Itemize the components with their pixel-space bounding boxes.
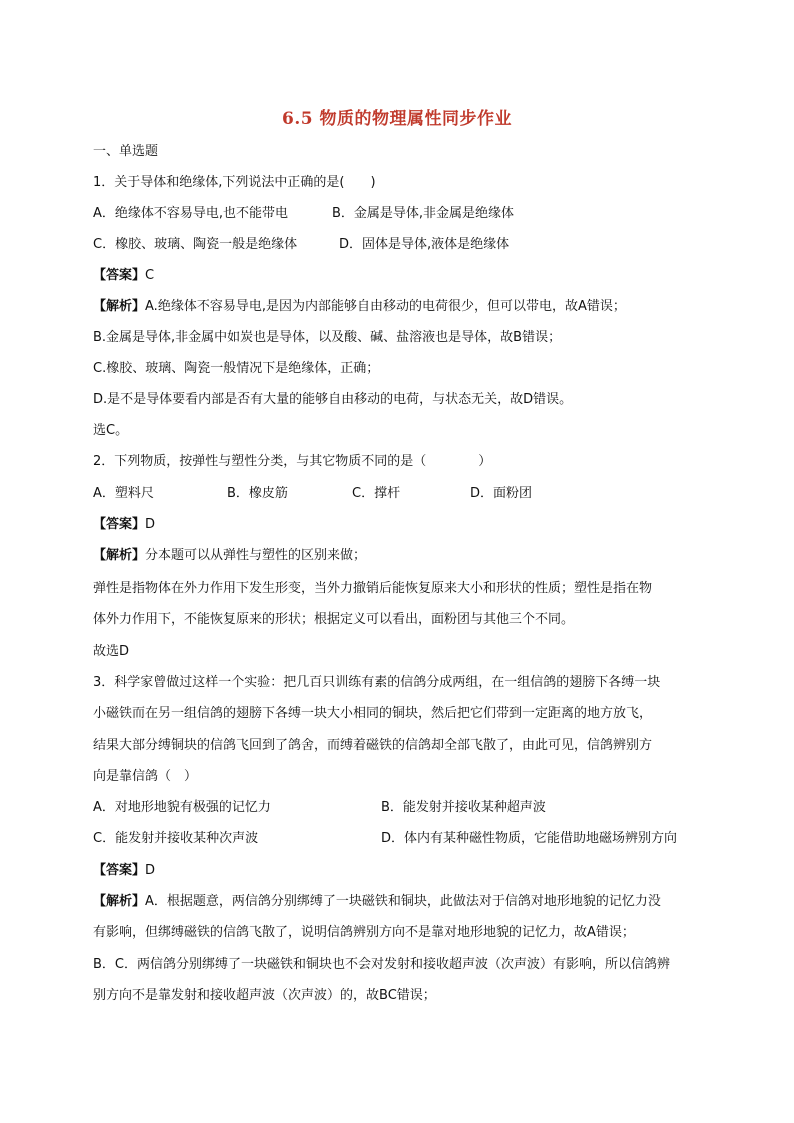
- question-3-option-b: B．能发射并接收某种超声波: [381, 800, 546, 815]
- question-2-option-a: A．塑料尺: [93, 486, 154, 501]
- question-3-stem: 结果大部分缚铜块的信鸽飞回到了鸽舍，而缚着磁铁的信鸽却全部飞散了，由此可见，信鸽辨别方: [93, 738, 653, 753]
- question-1-option-c: C．橡胶、玻璃、陶瓷一般是绝缘体: [93, 237, 298, 252]
- question-2-analysis-line: 体外力作用下，不能恢复原来的形状；根据定义可以看出，面粉团与其他三个不同。: [93, 612, 575, 627]
- answer-value: C: [145, 268, 155, 283]
- answer-label: 【答案】: [93, 863, 146, 878]
- question-3-analysis-line: B．C．两信鸽分别绑缚了一块磁铁和铜块也不会对发射和接收超声波（次声波）有影响，所以信鸽辨: [93, 957, 670, 972]
- question-1-analysis-line: D.是不是导体要看内部是否有大量的能够自由移动的电荷，与状态无关，故D错误。: [93, 392, 573, 407]
- page-title: 6.5 物质的物理属性同步作业: [282, 109, 512, 129]
- answer-value: D: [145, 517, 156, 532]
- analysis-label: 【解析】: [93, 299, 146, 314]
- section-heading: 一、单选题: [93, 144, 159, 159]
- question-3-stem: 向是靠信鸽（ ）: [93, 769, 198, 784]
- answer-label: 【答案】: [93, 517, 146, 532]
- question-1-analysis-line: 选C。: [93, 423, 129, 438]
- question-1-option-a: A．绝缘体不容易导电,也不能带电: [93, 206, 289, 221]
- question-1-option-b: B．金属是导体,非金属是绝缘体: [332, 206, 515, 221]
- question-3-answer: [93, 862, 155, 880]
- question-2-analysis-line: [93, 547, 366, 565]
- question-3-stem: 小磁铁而在另一组信鸽的翅膀下各缚一块大小相同的铜块，然后把它们带到一定距离的地方放飞，: [93, 706, 653, 721]
- answer-label: 【答案】: [93, 268, 146, 283]
- analysis-label: 【解析】: [93, 548, 146, 563]
- question-2-option-d: D．面粉团: [470, 486, 533, 501]
- question-2-stem: 2．下列物质，按弹性与塑性分类，与其它物质不同的是（ ）: [93, 454, 492, 469]
- question-1-answer: [93, 267, 154, 285]
- question-2-option-b: B．橡皮筋: [227, 486, 288, 501]
- analysis-text: A.绝缘体不容易导电,是因为内部能够自由移动的电荷很少，但可以带电，故A错误；: [145, 299, 626, 314]
- question-2-analysis-line: 故选D: [93, 644, 130, 659]
- question-3-analysis-line: 别方向不是靠发射和接收超声波（次声波）的，故BC错误；: [93, 988, 436, 1003]
- question-3-analysis-line: [93, 893, 661, 911]
- question-2-answer: [93, 516, 155, 534]
- analysis-text: A．根据题意，两信鸽分别绑缚了一块磁铁和铜块，此做法对于信鸽对地形地貌的记忆力没: [145, 894, 661, 909]
- question-3-option-d: D．体内有某种磁性物质，它能借助地磁场辨别方向: [381, 831, 678, 846]
- question-1-analysis-line: [93, 298, 626, 316]
- question-3-analysis-line: 有影响，但绑缚磁铁的信鸽飞散了，说明信鸽辨别方向不是靠对地形地貌的记忆力，故A错误；: [93, 925, 635, 940]
- question-2-option-c: C．撑杆: [352, 486, 401, 501]
- question-1-analysis-line: B.金属是导体,非金属中如炭也是导体，以及酸、碱、盐溶液也是导体，故B错误；: [93, 330, 562, 345]
- question-1-stem: 1．关于导体和绝缘体,下列说法中正确的是( ): [93, 175, 376, 190]
- analysis-text: 分本题可以从弹性与塑性的区别来做；: [145, 548, 367, 563]
- question-1-analysis-line: C.橡胶、玻璃、陶瓷一般情况下是绝缘体，正确；: [93, 361, 380, 376]
- analysis-label: 【解析】: [93, 894, 146, 909]
- question-1-option-d: D．固体是导体,液体是绝缘体: [339, 237, 510, 252]
- question-2-analysis-line: 弹性是指物体在外力作用下发生形变，当外力撤销后能恢复原来大小和形状的性质；塑性是指在物: [93, 581, 653, 596]
- question-3-option-c: C．能发射并接收某种次声波: [93, 831, 259, 846]
- answer-value: D: [145, 863, 156, 878]
- question-3-option-a: A．对地形地貌有极强的记忆力: [93, 800, 271, 815]
- question-3-stem: 3．科学家曾做过这样一个实验：把几百只训练有素的信鸽分成两组，在一组信鸽的翅膀下各缚一块: [93, 675, 661, 690]
